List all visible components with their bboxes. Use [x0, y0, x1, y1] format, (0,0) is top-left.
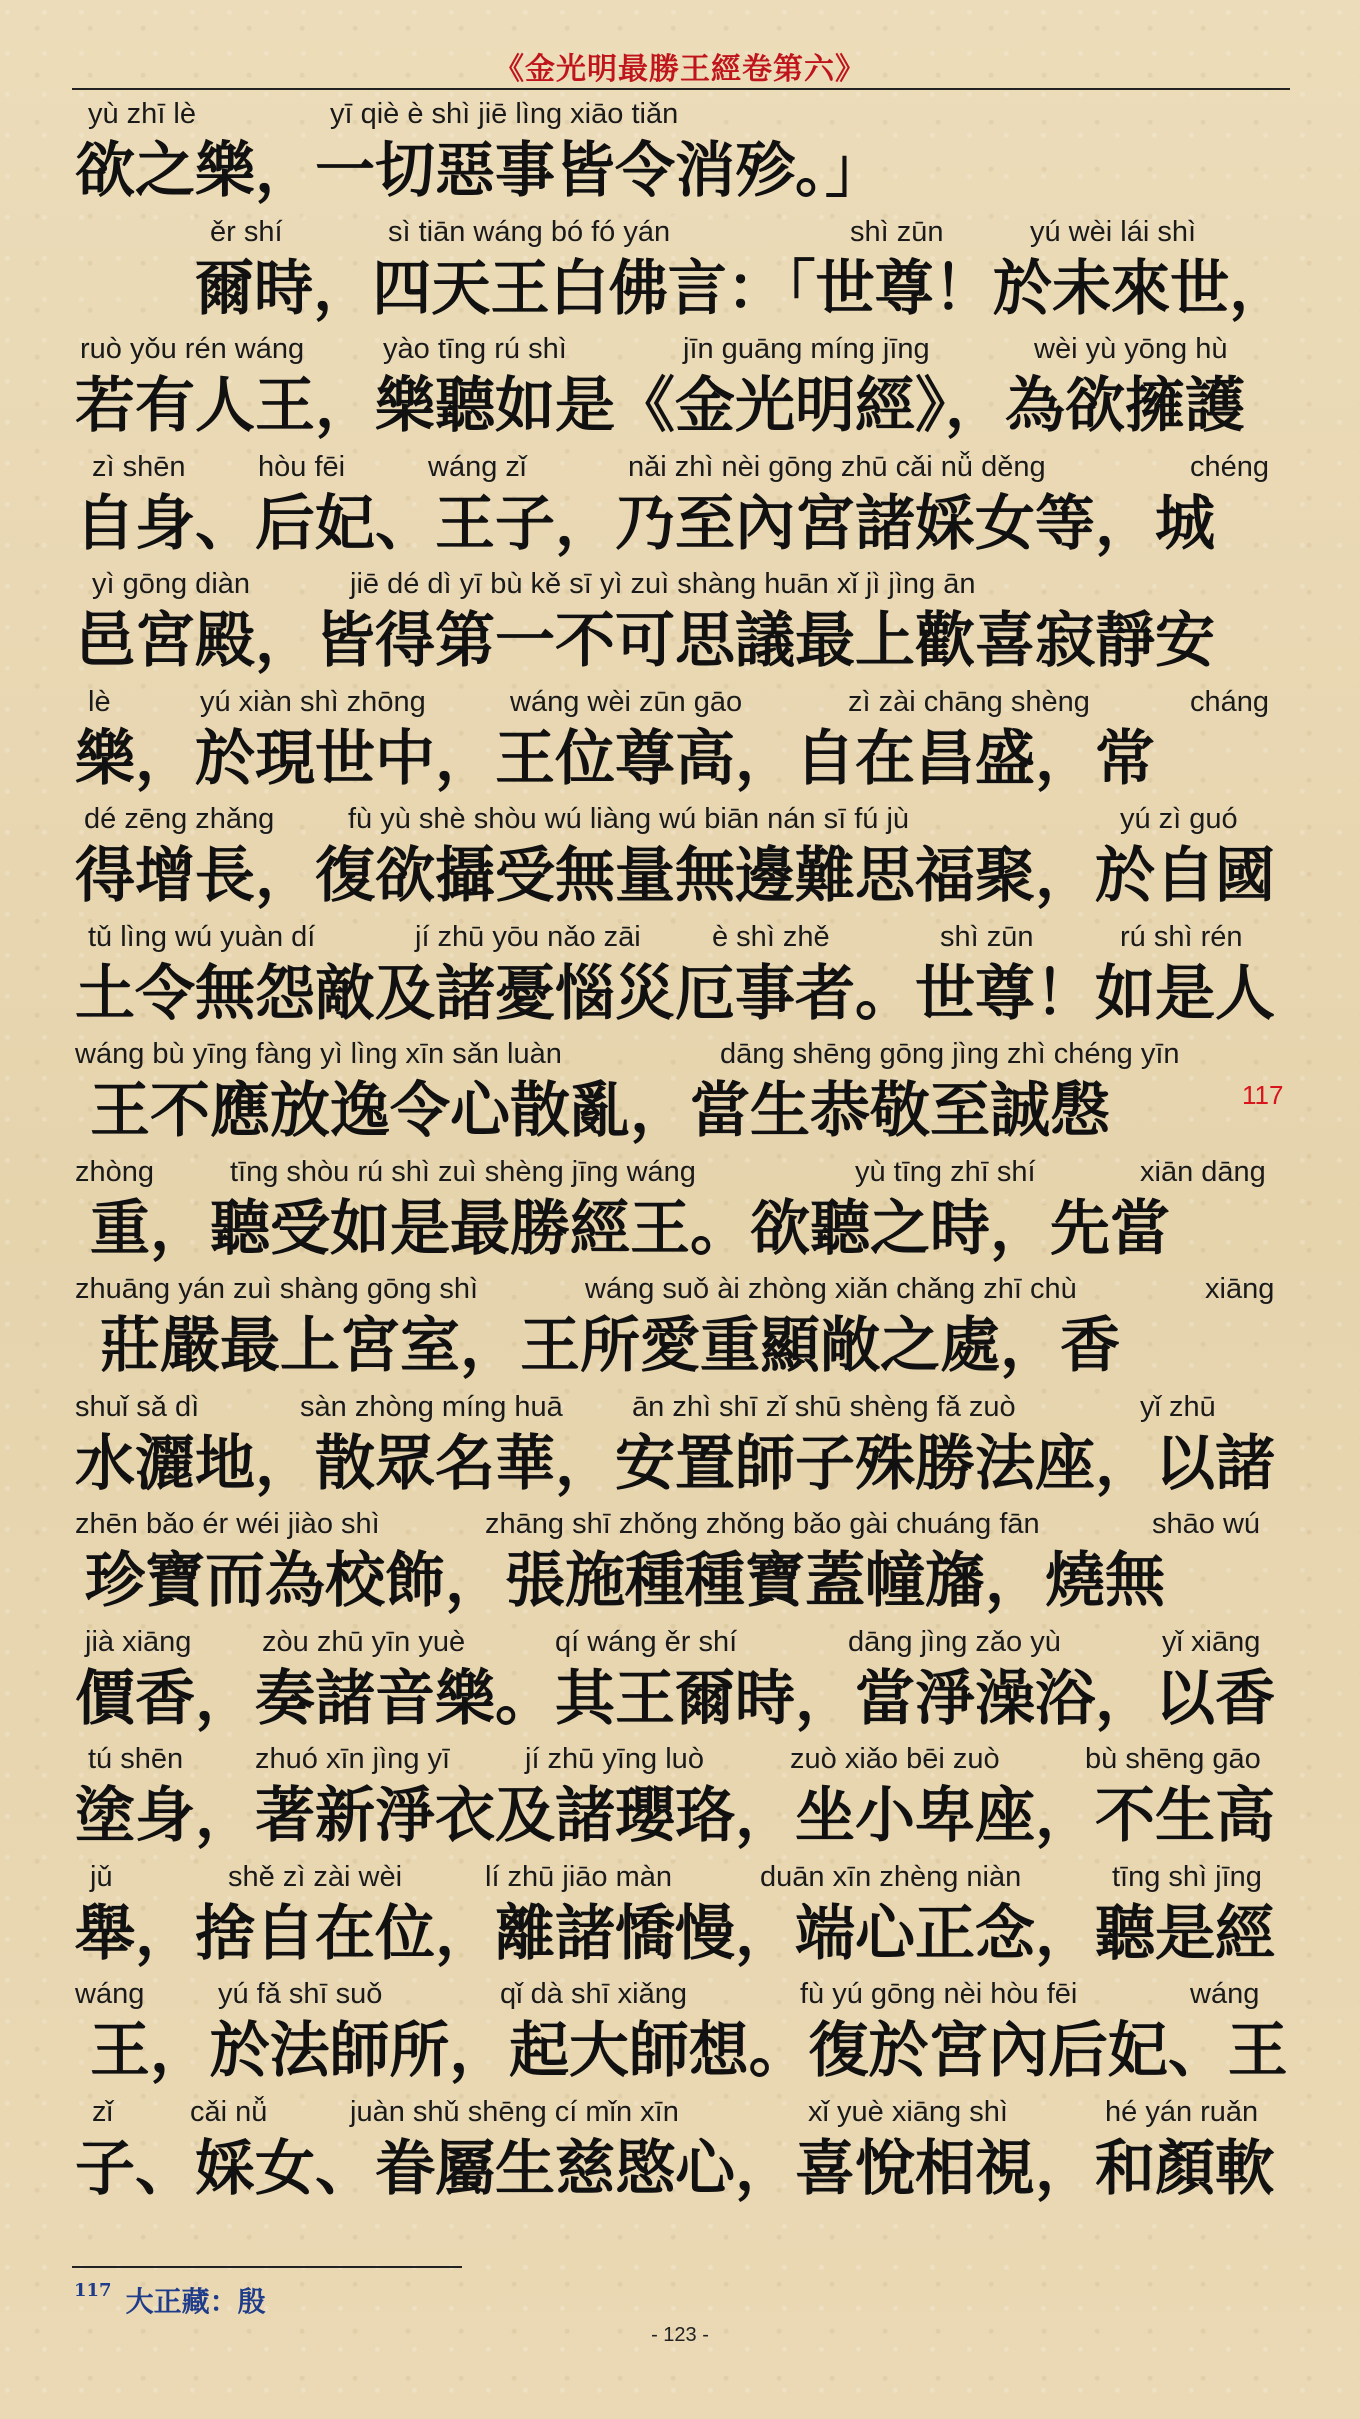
pinyin-row — [0, 1741, 1360, 1781]
text-line — [0, 96, 1360, 214]
pinyin-row — [0, 1389, 1360, 1429]
hanzi-text: 塗身，著新淨衣及諸瓔珞，坐小卑座，不生高 — [75, 1781, 1275, 1851]
footnote-reference[interactable]: 117 — [1242, 1080, 1284, 1110]
pinyin-segment: jí zhū yōu nǎo zāi — [415, 920, 641, 953]
pinyin-row — [0, 1859, 1360, 1899]
text-line — [0, 1741, 1360, 1859]
pinyin-segment: wáng suǒ ài zhòng xiǎn chǎng zhī chù — [585, 1273, 1077, 1305]
hanzi-text: 得增長，復欲攝受無量無邊難思福聚，於自國 — [75, 841, 1275, 911]
pinyin-segment: tú shēn — [88, 1743, 184, 1775]
pinyin-segment: fù yù shè shòu wú liàng wú biān nán sī fú jù — [348, 803, 910, 835]
pinyin-segment: yǐ xiāng — [1162, 1625, 1261, 1658]
pinyin-segment: yú wèi lái shì — [1030, 215, 1197, 248]
pinyin-segment: zhuó xīn jìng yī — [255, 1743, 451, 1775]
pinyin-row — [0, 566, 1360, 606]
pinyin-segment: wáng bù yīng fàng yì lìng xīn sǎn luàn — [75, 1038, 562, 1070]
pinyin-segment: lí zhū jiāo màn — [485, 1860, 672, 1893]
pinyin-segment: jiē dé dì yī bù kě sī yì zuì shàng huān xǐ jì jìng ān — [350, 568, 976, 600]
hanzi-text: 土令無怨敵及諸憂惱災厄事者。世尊！如是人 — [75, 958, 1275, 1029]
text-line — [0, 2094, 1360, 2212]
pinyin-row — [0, 2094, 1360, 2134]
hanzi-row — [0, 1542, 1360, 1620]
pinyin-segment: tīng shì jīng — [1112, 1860, 1262, 1893]
pinyin-segment: shì zūn — [940, 920, 1034, 953]
pinyin-segment: ruò yǒu rén wáng — [80, 333, 305, 365]
page-number: - 123 - — [651, 2324, 709, 2346]
hanzi-text: 爾時，四天王白佛言：「世尊！於未來世， — [195, 253, 1289, 324]
text-line — [0, 1154, 1360, 1272]
pinyin-segment: cháng — [1190, 685, 1270, 718]
pinyin-segment: yī qiè è shì jiē lìng xiāo tiǎn — [330, 98, 679, 130]
pinyin-segment: zì zài chāng shèng — [848, 685, 1090, 718]
text-line — [0, 1036, 1360, 1154]
pinyin-segment: zǐ — [92, 2095, 113, 2128]
pinyin-segment: jǔ — [90, 1860, 113, 1893]
pinyin-segment: hòu fēi — [258, 450, 346, 483]
pinyin-segment: nǎi zhì nèi gōng zhū cǎi nǚ děng — [628, 450, 1046, 483]
pinyin-row — [0, 1506, 1360, 1546]
pinyin-segment: yǐ zhū — [1140, 1390, 1216, 1423]
pinyin-segment: jí zhū yīng luò — [525, 1743, 704, 1775]
pinyin-segment: zì shēn — [92, 450, 186, 483]
hanzi-text: 重，聽受如是最勝經王。欲聽之時，先當 — [90, 1193, 1170, 1264]
pinyin-row — [0, 684, 1360, 724]
hanzi-row — [0, 720, 1360, 798]
hanzi-row — [0, 602, 1360, 680]
pinyin-segment: bù shēng gāo — [1085, 1743, 1261, 1775]
text-line — [0, 1859, 1360, 1977]
pinyin-segment: hé yán ruǎn — [1105, 2095, 1259, 2128]
hanzi-row — [0, 955, 1360, 1033]
text-line — [0, 1976, 1360, 2094]
pinyin-segment: tǔ lìng wú yuàn dí — [88, 920, 316, 953]
pinyin-segment: lè — [88, 685, 111, 718]
pinyin-segment: sì tiān wáng bó fó yán — [388, 215, 671, 248]
pinyin-segment: ěr shí — [210, 215, 283, 248]
text-line — [0, 684, 1360, 802]
pinyin-segment: zòu zhū yīn yuè — [262, 1625, 466, 1658]
pinyin-row — [0, 1976, 1360, 2016]
hanzi-text: 子、婇女、眷屬生慈愍心，喜悅相視，和顏軟 — [75, 2133, 1275, 2204]
hanzi-row — [0, 1425, 1360, 1503]
hanzi-row — [0, 250, 1360, 328]
pinyin-segment: sàn zhòng míng huā — [300, 1390, 563, 1423]
text-line — [0, 214, 1360, 332]
pinyin-segment: wáng zǐ — [428, 450, 527, 483]
hanzi-row — [0, 837, 1360, 915]
pinyin-row — [0, 1154, 1360, 1194]
text-line — [0, 919, 1360, 1037]
hanzi-text: 若有人王，樂聽如是《金光明經》，為欲擁護 — [75, 371, 1245, 441]
pinyin-segment: xiāng — [1205, 1273, 1275, 1305]
text-line — [0, 1506, 1360, 1624]
pinyin-segment: fù yú gōng nèi hòu fēi — [800, 1978, 1078, 2010]
pinyin-segment: chéng — [1190, 450, 1270, 483]
pinyin-segment: shě zì zài wèi — [228, 1860, 403, 1893]
hanzi-row — [0, 367, 1360, 445]
pinyin-segment: shuǐ sǎ dì — [75, 1390, 200, 1423]
pinyin-segment: zhēn bǎo ér wéi jiào shì — [75, 1508, 380, 1540]
text-line — [0, 1389, 1360, 1507]
pinyin-segment: wèi yù yōng hù — [1034, 333, 1228, 365]
pinyin-segment: zuò xiǎo bēi zuò — [790, 1743, 1000, 1775]
hanzi-text: 樂，於現世中，王位尊高，自在昌盛，常 — [75, 723, 1155, 794]
footnote-rule — [72, 2266, 462, 2268]
hanzi-row — [0, 132, 1360, 210]
pinyin-segment: yú fǎ shī suǒ — [218, 1978, 383, 2010]
pinyin-segment: dé zēng zhǎng — [84, 803, 275, 835]
pinyin-segment: dāng jìng zǎo yù — [848, 1625, 1061, 1658]
pinyin-segment: tīng shòu rú shì zuì shèng jīng wáng — [230, 1155, 696, 1188]
pinyin-segment: shāo wú — [1152, 1508, 1261, 1540]
pinyin-segment: cǎi nǚ — [190, 2095, 268, 2128]
footnote-text: 大正藏：殷 — [125, 2285, 266, 2318]
hanzi-row — [0, 1072, 1360, 1150]
pinyin-segment: juàn shǔ shēng cí mǐn xīn — [350, 2095, 679, 2128]
pinyin-segment: zhuāng yán zuì shàng gōng shì — [75, 1273, 479, 1305]
pinyin-row — [0, 96, 1360, 136]
pinyin-segment: è shì zhě — [712, 920, 830, 953]
pinyin-segment: wáng wèi zūn gāo — [510, 685, 743, 718]
pinyin-row — [0, 801, 1360, 841]
pinyin-segment: yù zhī lè — [88, 98, 196, 130]
hanzi-row — [0, 1190, 1360, 1268]
pinyin-segment: dāng shēng gōng jìng zhì chéng yīn — [720, 1038, 1180, 1070]
pinyin-row — [0, 449, 1360, 489]
footnote-number: 117 — [74, 2280, 112, 2301]
page-header: 《金光明最勝王經卷第六》 — [494, 52, 866, 87]
pinyin-segment: ān zhì shī zǐ shū shèng fǎ zuò — [632, 1390, 1016, 1423]
pinyin-segment: shì zūn — [850, 215, 944, 248]
hanzi-row — [0, 1777, 1360, 1855]
pinyin-segment: zhāng shī zhǒng zhǒng bǎo gài chuáng fān — [485, 1508, 1040, 1540]
pinyin-segment: qǐ dà shī xiǎng — [500, 1978, 688, 2010]
text-line — [0, 331, 1360, 449]
text-line — [0, 1271, 1360, 1389]
pinyin-segment: xiān dāng — [1140, 1155, 1266, 1188]
pinyin-segment: rú shì rén — [1120, 920, 1243, 953]
hanzi-text: 邑宮殿，皆得第一不可思議最上歡喜寂靜安 — [75, 606, 1215, 676]
hanzi-row — [0, 2012, 1360, 2090]
pinyin-segment: wáng — [75, 1978, 145, 2010]
pinyin-row — [0, 1271, 1360, 1311]
pinyin-row — [0, 214, 1360, 254]
text-line — [0, 449, 1360, 567]
hanzi-row — [0, 485, 1360, 563]
pinyin-segment: jià xiāng — [85, 1625, 192, 1658]
text-line — [0, 1624, 1360, 1742]
pinyin-row — [0, 919, 1360, 959]
hanzi-text: 水灑地，散眾名華，安置師子殊勝法座，以諸 — [75, 1428, 1275, 1499]
footnote — [74, 2280, 266, 2320]
pinyin-row — [0, 1036, 1360, 1076]
hanzi-text: 舉，捨自在位，離諸憍慢，端心正念，聽是經 — [75, 1898, 1275, 1969]
pinyin-row — [0, 331, 1360, 371]
header-rule — [72, 88, 1290, 90]
pinyin-segment: xǐ yuè xiāng shì — [808, 2095, 1008, 2128]
text-line — [0, 801, 1360, 919]
pinyin-segment: zhòng — [75, 1155, 155, 1188]
hanzi-text: 莊嚴最上宮室，王所愛重顯敞之處，香 — [100, 1311, 1120, 1381]
hanzi-row — [0, 1895, 1360, 1973]
hanzi-text: 王不應放逸令心散亂，當生恭敬至誠慇 — [90, 1076, 1110, 1146]
hanzi-row — [0, 2130, 1360, 2208]
pinyin-segment: jīn guāng míng jīng — [683, 333, 930, 365]
hanzi-text: 價香，奏諸音樂。其王爾時，當淨澡浴，以香 — [75, 1663, 1275, 1734]
pinyin-segment: yú zì guó — [1120, 803, 1238, 835]
pinyin-segment: qí wáng ěr shí — [555, 1625, 738, 1658]
pinyin-segment: duān xīn zhèng niàn — [760, 1860, 1022, 1893]
hanzi-text: 自身、后妃、王子，乃至內宮諸婇女等，城 — [75, 488, 1215, 559]
pinyin-segment: yào tīng rú shì — [383, 333, 567, 365]
pinyin-row — [0, 1624, 1360, 1664]
hanzi-text: 欲之樂，一切惡事皆令消殄。」 — [75, 136, 885, 206]
pinyin-segment: yú xiàn shì zhōng — [200, 685, 426, 718]
hanzi-text: 王，於法師所，起大師想。復於宮內后妃、王 — [90, 2016, 1288, 2086]
hanzi-text: 珍寶而為校飾，張施種種寶蓋幢旛，燒無 — [85, 1546, 1165, 1616]
text-line — [0, 566, 1360, 684]
pinyin-segment: yì gōng diàn — [92, 568, 251, 600]
hanzi-row — [0, 1660, 1360, 1738]
pinyin-segment: wáng — [1190, 1978, 1260, 2010]
hanzi-row — [0, 1307, 1360, 1385]
pinyin-segment: yù tīng zhī shí — [855, 1155, 1036, 1188]
